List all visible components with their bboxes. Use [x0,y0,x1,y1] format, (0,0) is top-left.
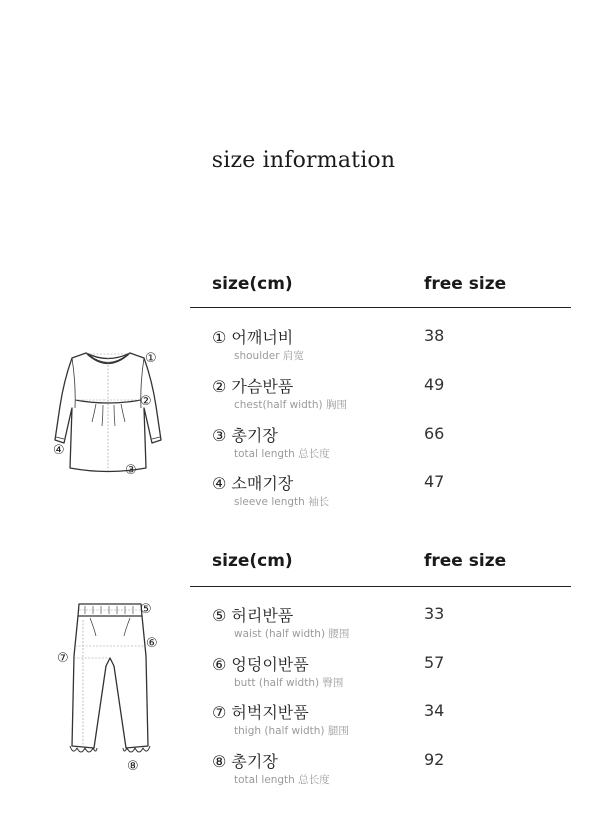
measurement-name: ④ 소매기장 [212,474,294,493]
measurement-subtitle: chest(half width) 胸围 [234,399,347,411]
marker-8: ⑧ [127,759,139,774]
measurement-subtitle: shoulder 肩宽 [234,350,304,362]
measurement-name: ⑦ 허벅지반품 [212,703,309,722]
measurement-subtitle: total length 总长度 [234,448,330,460]
marker-2: ② [140,394,152,409]
marker-7: ⑦ [57,651,69,666]
measurement-name: ⑤ 허리반품 [212,606,294,625]
marker-1: ① [145,351,157,366]
measurement-name: ② 가슴반품 [212,377,294,396]
table-header-free-size: free size [424,274,507,294]
measurement-value: 92 [424,750,445,769]
marker-3: ③ [125,463,137,478]
table-header-free-size: free size [424,551,507,571]
measurement-name: ⑧ 총기장 [212,752,278,771]
measurement-name: ③ 총기장 [212,426,278,445]
pants-icon [60,596,160,766]
measurement-subtitle: sleeve length 袖长 [234,496,330,508]
measurement-value: 57 [424,653,445,672]
marker-5: ⑤ [140,602,152,617]
measurement-subtitle: thigh (half width) 腿围 [234,725,349,737]
table-header-size: size(cm) [212,274,293,294]
marker-6: ⑥ [146,636,158,651]
measurement-value: 34 [424,701,445,720]
measurement-value: 38 [424,326,445,345]
page-title: size information [211,148,396,173]
measurement-value: 47 [424,472,445,491]
measurement-name: ① 어깨너비 [212,328,294,347]
header-divider [190,307,571,308]
marker-4: ④ [53,443,65,458]
measurement-value: 49 [424,375,445,394]
header-divider [190,586,571,587]
table-header-size: size(cm) [212,551,293,571]
measurement-value: 66 [424,424,445,443]
measurement-name: ⑥ 엉덩이반품 [212,655,309,674]
measurement-subtitle: butt (half width) 臀围 [234,677,344,689]
measurement-subtitle: total length 总长度 [234,774,330,786]
measurement-value: 33 [424,604,445,623]
measurement-subtitle: waist (half width) 腰围 [234,628,350,640]
